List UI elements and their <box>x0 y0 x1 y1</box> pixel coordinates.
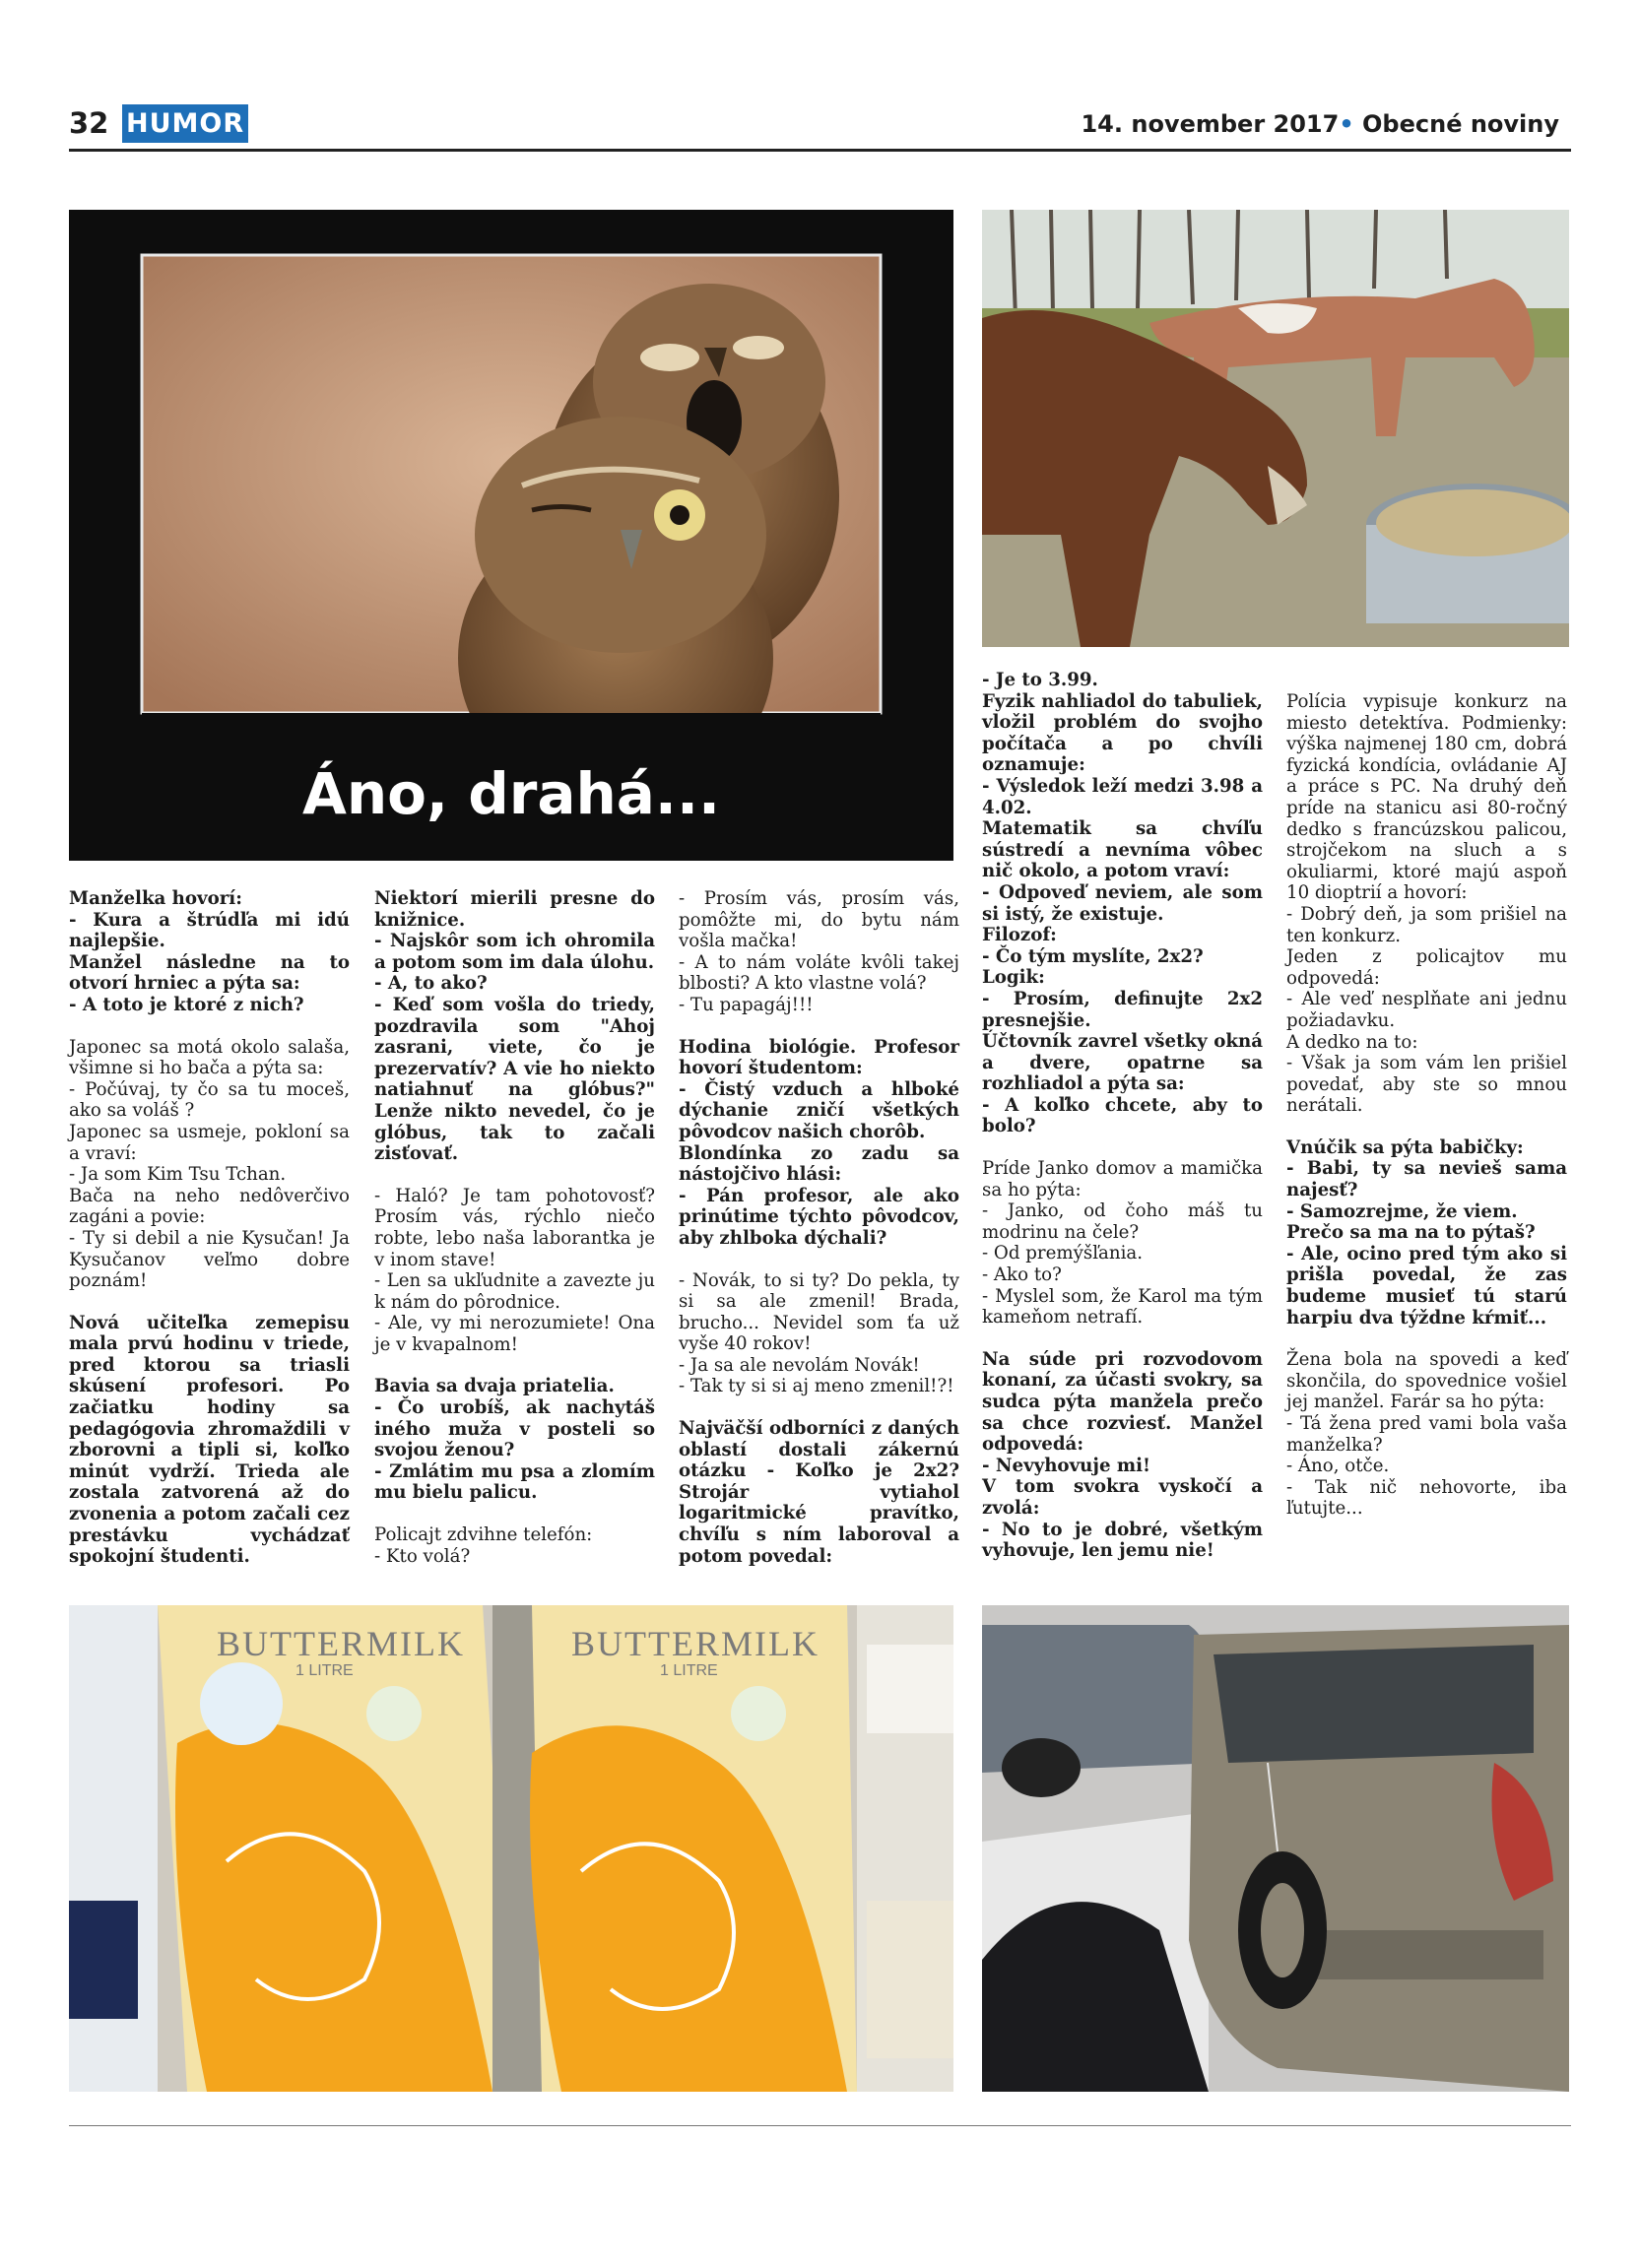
joke-paragraph: Bavia sa dvaja priatelia. - Čo urobíš, ak nachytáš iného muža v posteli so svojou ženou? - Zmlátim mu psa a zlomím mu bielu palicu. <box>374 1376 655 1504</box>
horse-photo <box>982 210 1569 647</box>
text-column-3 <box>679 888 959 1567</box>
joke-paragraph: Žena bola na spovedi a keď skončila, do spovednice vošiel jej manžel. Farár sa ho pýta: - Tá žena pred vami bola vaša manželka? - Áno, otče. - Tak nič nehovorte, iba ľutujte... <box>1286 1349 1567 1520</box>
joke-paragraph: Polícia vypisuje konkurz na miesto detektíva. Podmienky: výška najmenej 180 cm, dobrá fyzická kondícia, ovládanie AJ a práce s PC. Na druhý deň príde na stanicu asi 80-ročný dedko s francúzskou palicou, strojčekom na sluch a s okuliarmi, ktoré majú aspoň 10 dioptrií a hovorí: - Dobrý deň, ja som prišiel na ten konkurz. Jeden z policajtov mu odpovedá: - Ale veď nesplňate ani jednu požiadavku. A dedko na to: - Však ja som vám len prišiel povedať, aby ste so mnou nerátali. <box>1286 691 1567 1117</box>
text-column-2 <box>374 888 655 1567</box>
joke-paragraph: Najväčší odborníci z daných oblastí dostali zákernú otázku - Koľko je 2x2? Strojár vytiahol logaritmické pravítko, chvíľu s ním laboroval a potom povedal: <box>679 1418 959 1567</box>
joke-paragraph: Nová učiteľka zemepisu mala prvú hodinu v triede, pred ktorou sa triasli skúsení profesori. Po začiatku hodiny sa pedagógovia zhromaždili v zborovni a tipli si, koľko minút vydrží. Trieda ale zostala zatvorená až do zvonenia a potom začali cez prestávku vychádzať spokojní študenti. <box>69 1312 350 1568</box>
text-column-1 <box>69 888 350 1568</box>
joke-paragraph: Manželka hovorí: - Kura a štrúdľa mi idú najlepšie. Manžel následne na to otvorí hrniec a pýta sa: - A toto je ktoré z nich? <box>69 888 350 1015</box>
car-illustration <box>982 1605 1569 2092</box>
owls-poster <box>69 210 953 861</box>
carton-brand-right: BUTTERMILK <box>571 1624 820 1663</box>
masthead-info <box>1081 110 1559 138</box>
joke-paragraph: Na súde pri rozvodovom konaní, za účasti svokry, sa sudca pýta manžela prečo sa chce rozviesť. Manžel odpovedá: - Nevyhovuje mi! V tom svokra vyskočí a zvolá: - No to je dobré, všetkým vyhovuje, len jemu nie! <box>982 1348 1263 1562</box>
page-number: 32 <box>69 106 109 140</box>
joke-paragraph: Policajt zdvihne telefón: - Kto volá? <box>374 1524 593 1567</box>
footer-rule <box>69 2125 1571 2126</box>
issue-date: 14. november 2017 <box>1081 110 1340 138</box>
joke-paragraph: Niektorí mierili presne do knižnice. - Najskôr som ich ohromila a potom som im dala úlohu. - A, to ako? - Keď som vošla do triedy, pozdravila som "Ahoj zasrani, viete, čo je prezervatív? A vie ho niekto natiahnuť na glóbus?" Lenže nikto nevedel, čo je glóbus, tak to začali zisťovať. <box>374 888 655 1165</box>
text-column-5 <box>1286 691 1567 1520</box>
joke-paragraph: Vnúčik sa pýta babičky: - Babi, ty sa nevieš sama najesť? - Samozrejme, že viem. Prečo sa ma na to pýtaš? - Ale, ocino pred tým ako si prišla povedal, že zas budeme musieť tú starú harpiu dva týždne kŕmiť... <box>1286 1136 1567 1328</box>
carton-brand-left: BUTTERMILK <box>217 1624 465 1663</box>
header-rule <box>69 149 1571 152</box>
joke-paragraph: - Novák, to si ty? Do pekla, ty si sa ale zmenil! Brada, brucho... Nevidel som ťa už vyše 40 rokov! - Ja sa ale nevolám Novák! - Tak ty si si aj meno zmenil!?! <box>679 1269 959 1397</box>
poster-caption: Áno, drahá... <box>301 760 721 827</box>
section-label: HUMOR <box>122 104 248 143</box>
carton-size-left: 1 LITRE <box>295 1662 354 1679</box>
text-column-4 <box>982 670 1263 1562</box>
joke-paragraph: Hodina biológie. Profesor hovorí študentom: - Čistý vzduch a hlboké dýchanie zničí všetkých pôvodcov našich chorôb. Blondínka zo zadu sa nástojčivo hlási: - Pán profesor, ale ako prinútime týchto pôvodcov, aby zhlboka dýchali? <box>679 1036 959 1249</box>
car-photo <box>982 1605 1569 2092</box>
joke-paragraph: Japonec sa motá okolo salaša, všimne si ho bača a pýta sa: - Počúvaj, ty čo sa tu moceš, ako sa voláš ? Japonec sa usmeje, pokloní sa a vraví: - Ja som Kim Tsu Tchan. Bača na neho nedôverčivo zagáni a povie: - Ty si debil a nie Kysučan! Ja Kysučanov veľmo dobre poznám! <box>69 1036 350 1292</box>
joke-paragraph: - Je to 3.99. Fyzik nahliadol do tabuliek, vložil problém do svojho počítača a po chvíli oznamuje: - Výsledok leží medzi 3.98 a 4.02. Matematik sa chvíľu sústredí a nevníma vôbec nič okolo, a potom vraví: - Odpoveď neviem, ale som si istý, že existuje. Filozof: - Čo tým myslíte, 2x2? Logik: - Prosím, definujte 2x2 presnejšie. Účtovník zavrel všetky okná a dvere, opatrne sa rozhliadol a pýta sa: - A koľko chcete, aby to bolo? <box>982 670 1263 1137</box>
horse-illustration <box>982 210 1569 647</box>
carton-size-right: 1 LITRE <box>660 1662 718 1679</box>
separator-dot: • <box>1339 110 1354 138</box>
joke-paragraph: Príde Janko domov a mamička sa ho pýta: - Janko, od čoho máš tu modrinu na čele? - Od premýšľania. - Ako to? - Myslel som, že Karol ma tým kameňom netrafí. <box>982 1158 1263 1328</box>
buttermilk-photo <box>69 1605 953 2092</box>
buttermilk-illustration <box>69 1605 953 2092</box>
publication-name: Obecné noviny <box>1362 110 1559 138</box>
joke-paragraph: - Prosím vás, prosím vás, pomôžte mi, do bytu nám vošla mačka! - A to nám voláte kvôli takej blbosti? A kto vlastne volá? - Tu papagáj!!! <box>679 888 959 1015</box>
joke-paragraph: - Haló? Je tam pohotovosť? Prosím vás, rýchlo niečo robte, lebo naša laborantka je v inom stave! - Len sa ukľudnite a zavezte ju k nám do pôrodnice. - Ale, vy mi nerozumiete! Ona je v kvapalnom! <box>374 1185 655 1355</box>
